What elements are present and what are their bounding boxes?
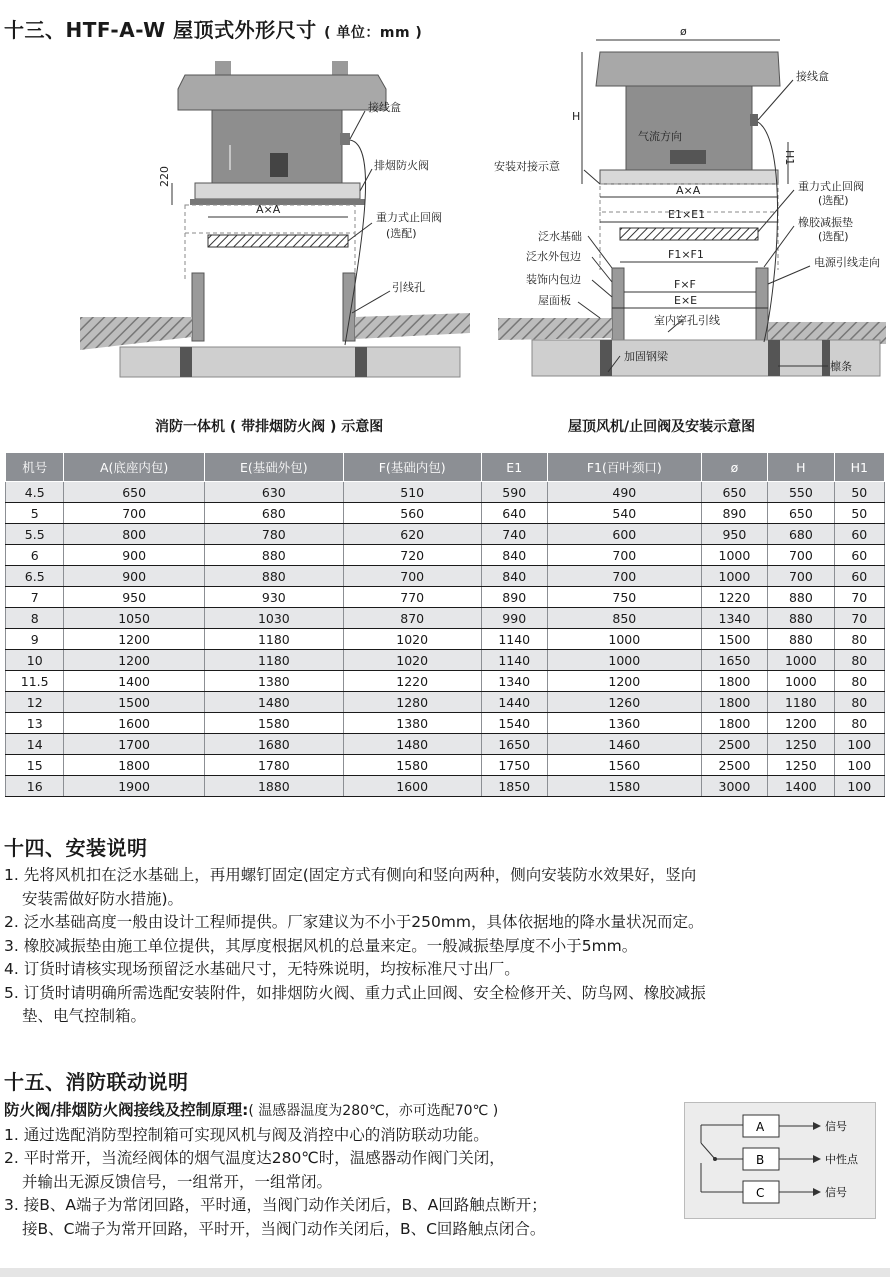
table-cell: 1580	[547, 776, 701, 797]
junction-box	[750, 114, 758, 126]
fan-hood	[178, 75, 386, 110]
lead-hole-label: 引线孔	[392, 281, 425, 294]
arrow-b-icon	[813, 1155, 821, 1163]
roof-slab-right	[355, 313, 470, 339]
table-cell: 1850	[481, 776, 547, 797]
output-c-label: 信号	[825, 1186, 847, 1199]
purlin-label: 檩条	[830, 360, 852, 373]
table-cell: 930	[204, 587, 343, 608]
indoor-cable-label: 室内穿孔引线	[654, 314, 720, 327]
table-cell: 1000	[701, 545, 767, 566]
dim-h1-label: H1	[783, 150, 796, 166]
table-cell: 1200	[64, 629, 204, 650]
table-cell: 80	[834, 713, 884, 734]
check-valve	[208, 235, 348, 247]
table-cell: 1560	[547, 755, 701, 776]
table-cell: 650	[64, 482, 204, 503]
rubber-pad-optional-label: (选配)	[818, 230, 849, 243]
table-cell: 60	[834, 524, 884, 545]
steel-beam	[120, 347, 460, 377]
table-cell: 1880	[204, 776, 343, 797]
rubber-pad-label: 橡胶减振垫	[798, 216, 853, 229]
dim-axa-label: A×A	[676, 184, 701, 197]
fire-linkage-instructions	[4, 1099, 684, 1241]
base-outer-label: 泛水外包边	[526, 250, 581, 263]
table-cell: 1000	[768, 671, 834, 692]
terminal-a-label: A	[756, 1120, 765, 1134]
table-cell: 1800	[701, 671, 767, 692]
terminal-c-label: C	[756, 1186, 765, 1200]
table-cell: 1020	[343, 650, 481, 671]
output-a-label: 信号	[825, 1120, 847, 1133]
junction-box	[340, 133, 350, 145]
fire-damper	[195, 183, 360, 199]
fan-base	[600, 170, 778, 184]
table-cell: 890	[701, 503, 767, 524]
table-cell: 9	[6, 629, 64, 650]
table-cell: 12	[6, 692, 64, 713]
table-cell: 770	[343, 587, 481, 608]
table-cell: 1500	[701, 629, 767, 650]
table-cell: 1580	[343, 755, 481, 776]
output-b-label: 中性点	[825, 1153, 858, 1166]
table-cell: 950	[701, 524, 767, 545]
table-cell: 620	[343, 524, 481, 545]
table-cell: 50	[834, 482, 884, 503]
table-cell: 10	[6, 650, 64, 671]
table-cell: 1140	[481, 650, 547, 671]
table-row	[6, 776, 885, 797]
dim-e1-label: E1×E1	[668, 208, 706, 221]
dim-h-label: H	[572, 110, 581, 123]
col-header: 机号	[6, 453, 64, 482]
table-cell: 680	[768, 524, 834, 545]
table-row	[6, 650, 885, 671]
table-cell: 1180	[204, 650, 343, 671]
table-cell: 1360	[547, 713, 701, 734]
table-row	[6, 713, 885, 734]
table-row	[6, 503, 885, 524]
install-item-1: 1. 先将风机扣在泛水基础上，再用螺钉固定(固定方式有侧向和竖向两种，侧向安装防水效果好，竖向	[4, 866, 697, 884]
table-cell: 1220	[701, 587, 767, 608]
table-cell: 7	[6, 587, 64, 608]
table-cell: 8	[6, 608, 64, 629]
table-cell: 990	[481, 608, 547, 629]
table-row	[6, 692, 885, 713]
junction-box-label: 接线盒	[368, 101, 401, 114]
table-row	[6, 587, 885, 608]
install-item-5-cont: 垫、电气控制箱。	[22, 1007, 147, 1025]
table-row	[6, 734, 885, 755]
power-cable-label: 电源引线走向	[814, 256, 880, 269]
table-row	[6, 524, 885, 545]
table-cell: 1220	[343, 671, 481, 692]
install-mark-label: 安装对接示意	[494, 160, 560, 173]
table-cell: 1200	[64, 650, 204, 671]
table-cell: 1020	[343, 629, 481, 650]
section-14-title: 十四、安装说明	[4, 836, 148, 860]
dimension-table	[5, 452, 885, 797]
table-cell: 1440	[481, 692, 547, 713]
table-cell: 590	[481, 482, 547, 503]
roof-slab-left	[80, 317, 192, 350]
table-cell: 680	[204, 503, 343, 524]
table-cell: 1000	[547, 650, 701, 671]
section-13-heading: 十三、HTF-A-W 屋顶式外形尺寸	[4, 18, 317, 42]
section-15-title: 十五、消防联动说明	[4, 1070, 189, 1094]
table-cell: 3000	[701, 776, 767, 797]
install-item-2: 2. 泛水基础高度一般由设计工程师提供。厂家建议为不小于250mm，具体依据地的降水量状况而定。	[4, 913, 704, 931]
col-header: F(基础内包)	[343, 453, 481, 482]
install-instructions	[4, 864, 884, 1029]
table-cell: 1540	[481, 713, 547, 734]
table-row	[6, 629, 885, 650]
table-row	[6, 482, 885, 503]
table-cell: 1200	[547, 671, 701, 692]
motor	[670, 150, 706, 164]
check-valve-label: 重力式止回阀	[798, 180, 864, 193]
curb-left	[192, 273, 204, 341]
check-valve-label: 重力式止回阀	[376, 211, 442, 224]
section-13-title	[4, 14, 422, 43]
table-cell: 11.5	[6, 671, 64, 692]
table-cell: 750	[547, 587, 701, 608]
table-cell: 840	[481, 545, 547, 566]
steel-beam-label: 加固钢梁	[624, 350, 668, 363]
linkage-item-1: 1. 通过选配消防型控制箱可实现风机与阀及消控中心的消防联动功能。	[4, 1125, 489, 1144]
table-cell: 1280	[343, 692, 481, 713]
dim-f1-label: F1×F1	[668, 248, 704, 261]
dim-f-label: F×F	[674, 278, 696, 291]
table-header-row	[6, 453, 885, 482]
arrow-a-icon	[813, 1122, 821, 1130]
table-cell: 80	[834, 629, 884, 650]
table-cell: 1400	[64, 671, 204, 692]
linkage-item-2: 2. 平时常开，当流经阀体的烟气温度达280℃时，温感器动作阀门关闭，	[4, 1149, 505, 1167]
table-cell: 540	[547, 503, 701, 524]
diameter-label: ø	[680, 25, 687, 38]
table-cell: 1680	[204, 734, 343, 755]
table-cell: 1900	[64, 776, 204, 797]
left-diagram-caption: 消防一体机 ( 带排烟防火阀 ) 示意图	[155, 419, 384, 435]
table-cell: 700	[547, 566, 701, 587]
table-row	[6, 608, 885, 629]
table-cell: 70	[834, 587, 884, 608]
table-row	[6, 545, 885, 566]
table-cell: 60	[834, 566, 884, 587]
col-header: A(底座内包)	[64, 453, 204, 482]
table-cell: 2500	[701, 734, 767, 755]
install-item-1-cont: 安装需做好防水措施)。	[22, 889, 184, 908]
table-cell: 640	[481, 503, 547, 524]
table-cell: 1480	[343, 734, 481, 755]
table-cell: 4.5	[6, 482, 64, 503]
cap-knob-left	[215, 61, 231, 75]
fire-fan-diagram	[60, 55, 480, 385]
table-cell: 1780	[204, 755, 343, 776]
cap-knob-right	[332, 61, 348, 75]
table-cell: 650	[701, 482, 767, 503]
table-cell: 16	[6, 776, 64, 797]
table-cell: 700	[768, 566, 834, 587]
unit-note: ( 单位：mm )	[324, 25, 423, 41]
table-cell: 80	[834, 671, 884, 692]
page-footer-bar	[0, 1268, 890, 1277]
roof-panel-label: 屋面板	[538, 294, 571, 307]
table-cell: 1700	[64, 734, 204, 755]
table-cell: 650	[768, 503, 834, 524]
linkage-item-3-cont: 接B、C端子为常开回路，平时开，当阀门动作关闭后，B、C回路触点闭合。	[22, 1219, 546, 1238]
dim-axa-label: A×A	[256, 203, 281, 216]
table-cell: 5	[6, 503, 64, 524]
table-row	[6, 671, 885, 692]
roof-fan-install-diagram	[488, 22, 888, 392]
table-cell: 1340	[701, 608, 767, 629]
table-cell: 950	[64, 587, 204, 608]
table-cell: 1140	[481, 629, 547, 650]
subtitle-bold: 防火阀/排烟防火阀接线及控制原理:	[4, 1101, 249, 1119]
table-cell: 1380	[343, 713, 481, 734]
install-item-5: 5. 订货时请明确所需选配安装附件，如排烟防火阀、重力式止回阀、安全检修开关、防鸟网、橡胶减振	[4, 983, 706, 1002]
table-cell: 700	[547, 545, 701, 566]
table-cell: 720	[343, 545, 481, 566]
table-cell: 6	[6, 545, 64, 566]
table-cell: 900	[64, 545, 204, 566]
fire-linkage-subtitle	[4, 1099, 684, 1124]
dim-e-label: E×E	[674, 294, 698, 307]
table-cell: 1800	[64, 755, 204, 776]
table-cell: 850	[547, 608, 701, 629]
table-cell: 880	[768, 608, 834, 629]
table-cell: 6.5	[6, 566, 64, 587]
table-cell: 800	[64, 524, 204, 545]
col-header: H	[768, 453, 834, 482]
table-cell: 550	[768, 482, 834, 503]
table-cell: 870	[343, 608, 481, 629]
table-cell: 100	[834, 734, 884, 755]
table-cell: 1380	[204, 671, 343, 692]
table-cell: 880	[768, 587, 834, 608]
table-cell: 1180	[204, 629, 343, 650]
table-cell: 15	[6, 755, 64, 776]
table-cell: 880	[204, 566, 343, 587]
table-cell: 1580	[204, 713, 343, 734]
dim-220-label: 220	[158, 166, 171, 187]
check-valve-optional-label: (选配)	[818, 194, 849, 207]
arrow-c-icon	[813, 1188, 821, 1196]
junction-box-label: 接线盒	[796, 70, 829, 83]
table-cell: 700	[64, 503, 204, 524]
col-header: E(基础外包)	[204, 453, 343, 482]
fan-hood	[596, 52, 780, 86]
table-cell: 1340	[481, 671, 547, 692]
table-cell: 490	[547, 482, 701, 503]
table-cell: 1500	[64, 692, 204, 713]
table-cell: 840	[481, 566, 547, 587]
col-header: ø	[701, 453, 767, 482]
table-cell: 1750	[481, 755, 547, 776]
table-cell: 1800	[701, 713, 767, 734]
table-cell: 1460	[547, 734, 701, 755]
table-cell: 1030	[204, 608, 343, 629]
col-header: F1(百叶颈口)	[547, 453, 701, 482]
linkage-item-3: 3. 接B、A端子为常闭回路，平时通，当阀门动作关闭后，B、A回路触点断开；	[4, 1196, 547, 1214]
motor	[270, 153, 288, 177]
subtitle-note: ( 温感器温度为280℃，亦可选配70℃ )	[248, 1103, 499, 1119]
table-cell: 1650	[481, 734, 547, 755]
table-cell: 14	[6, 734, 64, 755]
table-cell: 700	[768, 545, 834, 566]
table-cell: 1000	[547, 629, 701, 650]
table-cell: 13	[6, 713, 64, 734]
right-diagram-caption: 屋顶风机/止回阀及安装示意图	[568, 419, 756, 435]
table-cell: 80	[834, 650, 884, 671]
check-valve-optional-label: (选配)	[386, 227, 417, 240]
table-cell: 100	[834, 776, 884, 797]
table-cell: 880	[204, 545, 343, 566]
table-cell: 1200	[768, 713, 834, 734]
base-label: 泛水基础	[538, 230, 582, 243]
col-header: H1	[834, 453, 884, 482]
table-cell: 890	[481, 587, 547, 608]
table-cell: 740	[481, 524, 547, 545]
table-cell: 1050	[64, 608, 204, 629]
table-cell: 1480	[204, 692, 343, 713]
switch-contact	[701, 1143, 715, 1159]
table-cell: 2500	[701, 755, 767, 776]
table-cell: 1000	[768, 650, 834, 671]
table-cell: 1600	[343, 776, 481, 797]
table-cell: 1800	[701, 692, 767, 713]
table-cell: 880	[768, 629, 834, 650]
table-cell: 1000	[701, 566, 767, 587]
table-row	[6, 755, 885, 776]
table-cell: 1400	[768, 776, 834, 797]
airflow-label: 气流方向	[638, 130, 682, 143]
table-cell: 1250	[768, 734, 834, 755]
table-cell: 1180	[768, 692, 834, 713]
table-cell: 1260	[547, 692, 701, 713]
control-wiring-diagram	[684, 1102, 876, 1219]
roof-slab-left	[498, 318, 612, 340]
install-item-3: 3. 橡胶减振垫由施工单位提供，其厚度根据风机的总量来定。一般减振垫厚度不小于5mm。	[4, 936, 638, 955]
table-cell: 100	[834, 755, 884, 776]
table-cell: 1650	[701, 650, 767, 671]
table-cell: 5.5	[6, 524, 64, 545]
table-cell: 560	[343, 503, 481, 524]
table-cell: 1600	[64, 713, 204, 734]
col-header: E1	[481, 453, 547, 482]
table-cell: 780	[204, 524, 343, 545]
table-cell: 1250	[768, 755, 834, 776]
table-cell: 510	[343, 482, 481, 503]
table-cell: 50	[834, 503, 884, 524]
table-cell: 630	[204, 482, 343, 503]
table-cell: 70	[834, 608, 884, 629]
table-cell: 700	[343, 566, 481, 587]
fire-damper-label: 排烟防火阀	[374, 159, 429, 172]
linkage-item-2-cont: 并输出无源反馈信号，一组常开，一组常闭。	[22, 1172, 333, 1191]
terminal-b-label: B	[756, 1153, 765, 1167]
table-cell: 600	[547, 524, 701, 545]
install-item-4: 4. 订货时请核实现场预留泛水基础尺寸，无特殊说明，均按标准尺寸出厂。	[4, 960, 520, 978]
table-cell: 60	[834, 545, 884, 566]
table-cell: 80	[834, 692, 884, 713]
curb-right	[343, 273, 355, 341]
check-valve	[620, 228, 758, 240]
table-row	[6, 566, 885, 587]
deco-inner-label: 装饰内包边	[526, 273, 581, 286]
table-cell: 900	[64, 566, 204, 587]
